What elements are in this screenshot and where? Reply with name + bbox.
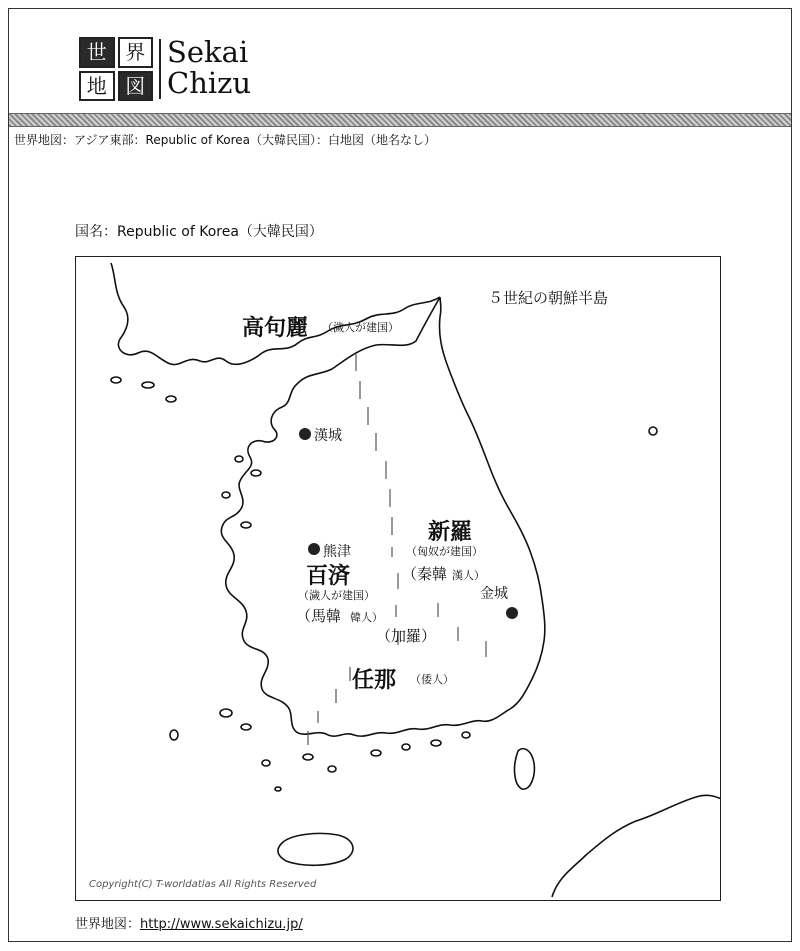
footer-label: 世界地図：	[75, 917, 141, 932]
island-east	[649, 427, 657, 435]
logo-divider	[159, 39, 161, 99]
country-label: 国名：Republic of Korea（大韓民国）	[75, 224, 323, 240]
logo-line-2: Chizu	[167, 66, 252, 100]
logo-mark[interactable]	[79, 37, 153, 101]
island-jeju	[278, 833, 353, 865]
breadcrumb: 世界地図：アジア東部：Republic of Korea（大韓民国）：白地図（地名なし）	[14, 133, 437, 147]
label-geumseong: 金城	[480, 586, 508, 602]
note-silla-2a: （秦韓	[402, 565, 448, 583]
island-tsushima	[515, 749, 535, 790]
note-baekje-1: （濊人が建国）	[298, 589, 375, 602]
city-dot-geumseong	[506, 607, 518, 619]
note-baekje-2a: （馬韓	[296, 607, 342, 625]
footer	[75, 913, 303, 932]
logo-char-4: 図	[118, 71, 154, 102]
coast-japan	[552, 795, 721, 897]
label-silla: 新羅	[428, 520, 473, 545]
map-svg	[76, 257, 721, 901]
logo-char-2: 界	[118, 37, 154, 68]
logo-wordmark[interactable]	[167, 37, 251, 99]
note-baekje-2b: 韓人）	[350, 611, 383, 624]
city-dot-ungjin	[308, 543, 320, 555]
map-copyright: Copyright(C) T-worldatlas All Rights Reserved	[89, 879, 317, 890]
logo-char-3: 地	[79, 71, 115, 102]
label-hanseong: 漢城	[314, 428, 342, 444]
logo-line-1: Sekai	[167, 35, 249, 69]
site-header	[9, 9, 791, 110]
label-goguryeo: 高句麗	[242, 316, 309, 341]
header-stripe	[9, 113, 791, 127]
note-mimana: （倭人）	[410, 673, 454, 686]
label-baekje: 百済	[306, 564, 351, 589]
footer-link[interactable]: http://www.sekaichizu.jp/	[140, 917, 303, 932]
map-title: ５世紀の朝鮮半島	[488, 289, 609, 307]
logo-char-1: 世	[79, 37, 115, 68]
label-mimana: 任那	[352, 668, 397, 693]
map-panel	[75, 256, 721, 901]
city-dot-hanseong	[299, 428, 311, 440]
label-gaya: （加羅）	[376, 627, 437, 645]
note-silla-2b: 漢人）	[452, 569, 485, 582]
note-silla-1: （匈奴が建国）	[406, 545, 483, 558]
note-goguryeo: （濊人が建国）	[322, 321, 399, 334]
label-ungjin: 熊津	[323, 544, 351, 560]
